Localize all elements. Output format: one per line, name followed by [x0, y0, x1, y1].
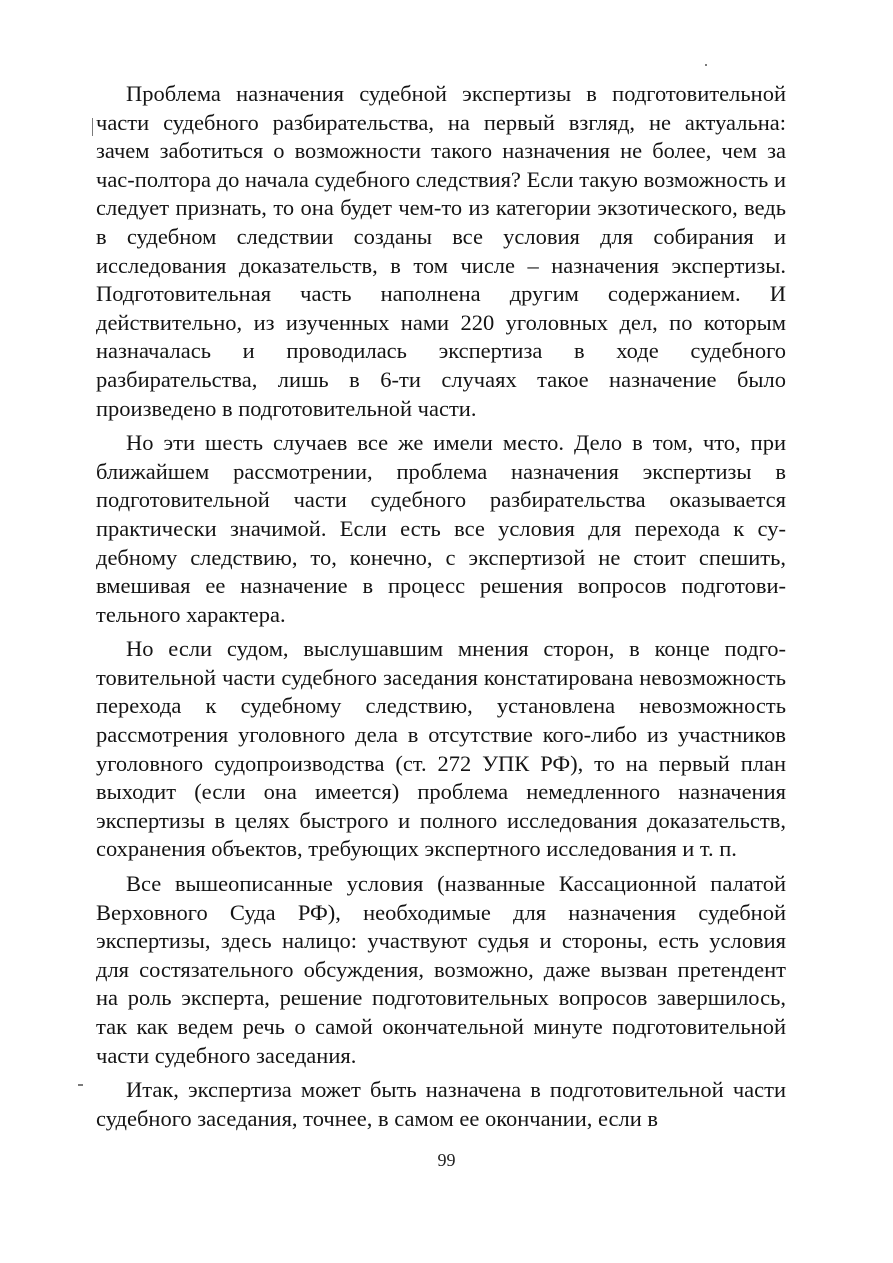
paragraph-5: Итак, экспертиза может быть назначена в подготовительной части судебного заседания, точнее, в самом ее окончании, если в	[96, 1077, 786, 1131]
scan-dash-left	[78, 1084, 83, 1086]
page-number: 99	[437, 1150, 456, 1170]
scan-dot-top-right	[705, 64, 707, 66]
body-text	[96, 80, 786, 1139]
paragraph-4: Все вышеописанные условия (названные Кассационной палатой Верховного Суда РФ), необходимые для назначения судебной экспертизы, здесь налицо: участвуют судья и стороны, есть условия для состязательного обсуждения, возможно, даже вызван претендент на роль эксперта, решение подготовительных вопросов завершилось, так как ведем речь о самой окончательной минуте подготовительной части судебного заседания.	[96, 871, 786, 1068]
paragraph-3: Но если судом, выслушавшим мнения сторон, в конце подготовительной части судебного заседания констатирована невозможность перехода к судебному следствию, установлена невозможность рассмотрения уголовного дела в отсутствие кого-либо из участников уголовного судопроизводства (ст. 272 УПК РФ), то на первый план выходит (если она имеется) проблема немедленного назначения экспертизы в целях быстрого и полного исследования доказательств, сохранения объектов, требующих экспертного исследования и т. п.	[96, 636, 786, 862]
scan-mark-left-margin	[92, 118, 93, 136]
paragraph-1: Проблема назначения судебной экспертизы в подготовительной части судебного разбирательства, на первый взгляд, не актуальна: зачем заботиться о возможности такого назначения не более, чем за час-полтора до начала судебного следствия? Если такую возможность и следует признать, то она будет чем-то из категории экзотического, ведь в судебном следствии созданы все условия для собирания и исследования доказательств, в том числе – назначения экспертизы. Подготовительная часть наполнена другим содержанием. И действительно, из изученных нами 220 уголовных дел, по которым назначалась и проводилась экспертиза в ходе судебного разбирательства, лишь в 6-ти случаях такое назначение было произведено в подготовительной части.	[96, 81, 786, 421]
paragraph-2: Но эти шесть случаев все же имели место. Дело в том, что, при ближайшем рассмотрении, проблема назначения экспертизы в подготовительной части судебного разбирательства оказывается практически значимой. Если есть все условия для перехода к судебному следствию, то, конечно, с экспертизой не стоит спешить, вмешивая ее назначение в процесс решения вопросов подготовительного характера.	[96, 430, 786, 627]
